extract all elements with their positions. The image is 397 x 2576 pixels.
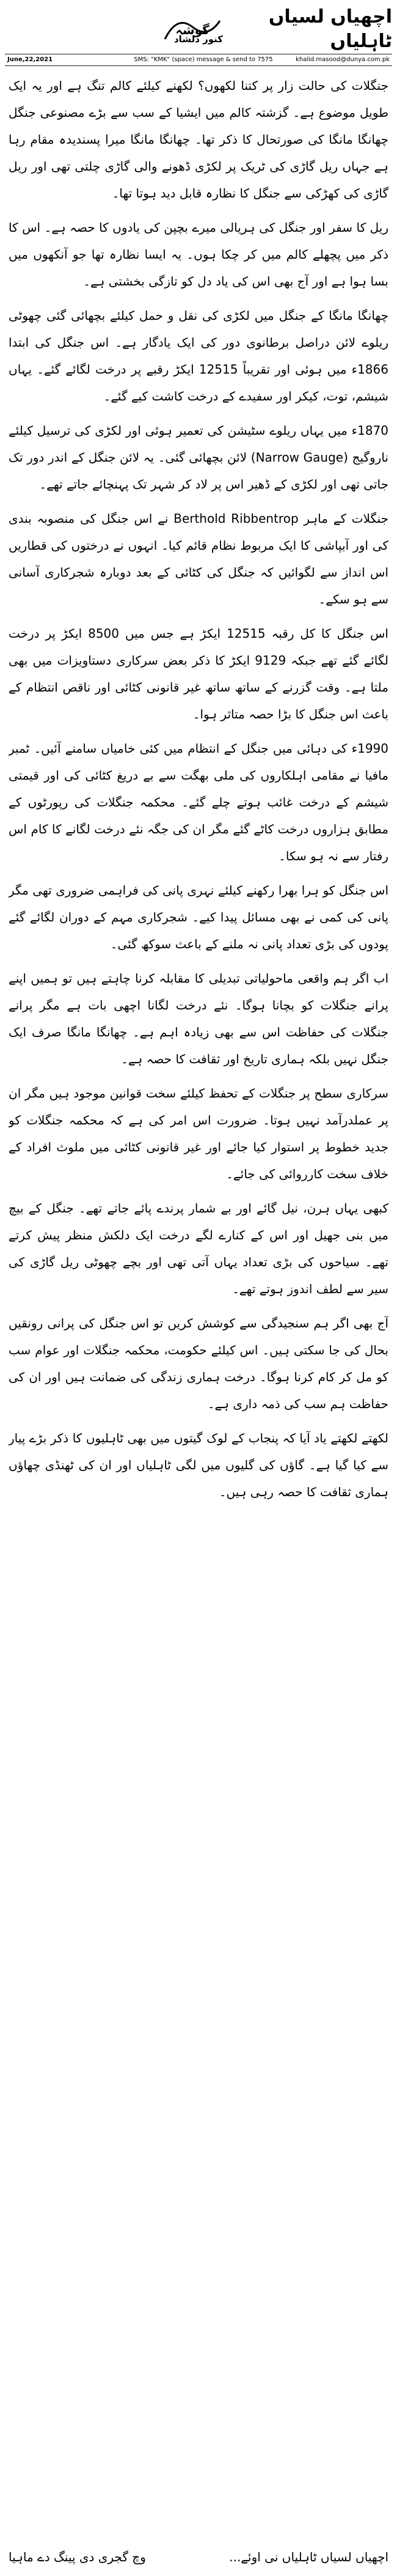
verse-line-1: اچھیاں لسیاں ٹاہلیاں نی اوئے... [229,2550,388,2564]
article-paragraph: اس جنگل کا کل رقبہ 12515 ایکڑ ہے جس میں 8500 ایکڑ پر درخت لگائے گئے تھے جبکہ 9129 ایکڑ کا ذکر بعض سرکاری دستاویزات میں بھی ملتا ہے۔ وقت گزرنے کے ساتھ ساتھ غیر قانونی کٹائی اور ناقص انتظام کے باعث اس جنگل کا بڑا حصہ متاثر ہوا۔ [9,626,388,722]
article-paragraph: چھانگا مانگا کے جنگل میں لکڑی کی نقل و حمل کیلئے بچھائی گئی چھوٹی ریلوے لائن دراصل برطانوی دور کی ایک یادگار ہے۔ اس جنگل کی ابتدا 1866ء میں ہوئی اور تقریباً 12515 ایکڑ رقبے پر درخت لگائے گئے۔ یہاں شیشم، توت، کیکر اور سفیدے کے درخت کاشت کیے گئے۔ [9,308,388,404]
article-paragraph: ریل کا سفر اور جنگل کی ہریالی میرے بچپن کی یادوں کا حصہ ہے۔ اس کا ذکر میں پچھلے کالم میں کر چکا ہوں۔ یہ ایسا نظارہ تھا جو آنکھوں میں بسا ہوا ہے اور آج بھی اس کی یاد دل کو تازگی بخشتی ہے۔ [9,220,388,289]
sms-info: SMS: "KMK" (space) message & send to 7575 [134,56,273,63]
author-email[interactable]: khalid.masood@dunya.com.pk [296,56,390,63]
columnist-logo [159,9,226,51]
article-paragraph: اس جنگل کو ہرا بھرا رکھنے کیلئے نہری پانی کی فراہمی ضروری تھی مگر پانی کی کمی نے بھی مسائل پیدا کیے۔ شجرکاری مہم کے دوران لگائے گئے پودوں کی بڑی تعداد پانی نہ ملنے کے باعث سوکھ گئی۔ [9,883,388,951]
article-paragraph: کبھی یہاں ہرن، نیل گائے اور بے شمار پرندے پائے جاتے تھے۔ جنگل کے بیچ میں بنی جھیل اور اس کے کنارے لگے درخت ایک دلکش منظر پیش کرتے تھے۔ سیاحوں کی بڑی تعداد یہاں آتی تھی اور بچے چھوٹی ریل گاڑی کی سیر سے لطف اندوز ہوتے تھے۔ [9,1201,388,1296]
meta-bar [5,54,392,66]
headline: اچھیاں لسیاں ٹاہلیاں [268,6,392,52]
verse-line-2: وچ گجری دی پینگ دے ماہیا [9,2550,146,2564]
article-header [0,0,397,67]
article-paragraph: 1870ء میں یہاں ریلوے سٹیشن کی تعمیر ہوئی اور لکڑی کی ترسیل کیلئے ناروگیج (Narrow Gauge) لائن بچھائی گئی۔ یہ لائن جنگل کے اندر دور تک جاتی تھی اور لکڑی کے ڈھیر اس پر لاد کر شہر تک پہنچائے جاتے تھے۔ [9,423,388,492]
article-body [9,72,388,2542]
article-paragraph: آج بھی اگر ہم سنجیدگی سے کوشش کریں تو اس جنگل کی پرانی رونقیں بحال کی جا سکتی ہیں۔ اس کیلئے حکومت، محکمہ جنگلات اور عوام سب کو مل کر کام کرنا ہوگا۔ درخت ہماری زندگی کی ضمانت ہیں اور ان کی حفاظت ہم سب کی ذمہ داری ہے۔ [9,1316,388,1411]
publish-date: June,22,2021 [7,56,53,63]
article-paragraph: جنگلات کے ماہر Berthold Ribbentrop نے اس جنگل کی منصوبہ بندی کی اور آبپاشی کا ایک مربوط نظام قائم کیا۔ انہوں نے درختوں کی قطاریں اس انداز سے لگوائیں کہ جنگل کی کٹائی کے بعد دوبارہ شجرکاری آسانی سے ہو سکے۔ [9,511,388,607]
article-paragraph: جنگلات کی حالت زار پر کتنا لکھوں؟ لکھنے کیلئے کالم تنگ ہے اور یہ ایک طویل موضوع ہے۔ گزشتہ کالم میں ایشیا کے سب سے بڑے مصنوعی جنگل چھانگا مانگا کی صورتحال کا ذکر تھا۔ چھانگا مانگا میرا پسندیدہ مقام رہا ہے جہاں ریل گاڑی کی ٹریک پر لکڑی ڈھونے والی گاڑی چلتی تھی اور ریل گاڑی کی کھڑکی سے جنگل کا نظارہ قابل دید ہوتا تھا۔ [9,78,388,201]
article-paragraph: 1990ء کی دہائی میں جنگل کے انتظام میں کئی خامیاں سامنے آئیں۔ ٹمبر مافیا نے مقامی اہلکاروں کی ملی بھگت سے بے دریغ کٹائی کی اور قیمتی شیشم کے درخت غائب ہوتے چلے گئے۔ محکمہ جنگلات کی رپورٹوں کے مطابق ہزاروں درخت کاٹے گئے مگر ان کی جگہ نئے درخت لگانے کا کام اس رفتار سے نہ ہو سکا۔ [9,741,388,863]
article-paragraph: اب اگر ہم واقعی ماحولیاتی تبدیلی کا مقابلہ کرنا چاہتے ہیں تو ہمیں اپنے پرانے جنگلات کو بچانا ہوگا۔ نئے درخت لگانا اچھی بات ہے مگر پرانے جنگلات کی حفاظت اس سے بھی زیادہ اہم ہے۔ چھانگا مانگا صرف ایک جنگل نہیں بلکہ ہماری تاریخ اور ثقافت کا حصہ ہے۔ [9,971,388,1066]
author-name: کنور دلشاد [173,34,224,45]
article-paragraph: لکھتے لکھتے یاد آیا کہ پنجاب کے لوک گیتوں میں بھی ٹاہلیوں کا ذکر بڑے پیار سے کیا گیا ہے۔ گاؤں کی گلیوں میں لگی ٹاہلیاں اور ان کی ٹھنڈی چھاؤں ہماری ثقافت کا حصہ رہی ہیں۔ [9,1431,388,1499]
article-paragraph: سرکاری سطح پر جنگلات کے تحفظ کیلئے سخت قوانین موجود ہیں مگر ان پر عملدرآمد نہیں ہوتا۔ ضرورت اس امر کی ہے کہ محکمہ جنگلات کو جدید خطوط پر استوار کیا جائے اور غیر قانونی کٹائی میں ملوث افراد کے خلاف سخت کارروائی کی جائے۔ [9,1086,388,1181]
logo-label: گوشہ [175,23,209,37]
closing-verse [9,2544,388,2570]
